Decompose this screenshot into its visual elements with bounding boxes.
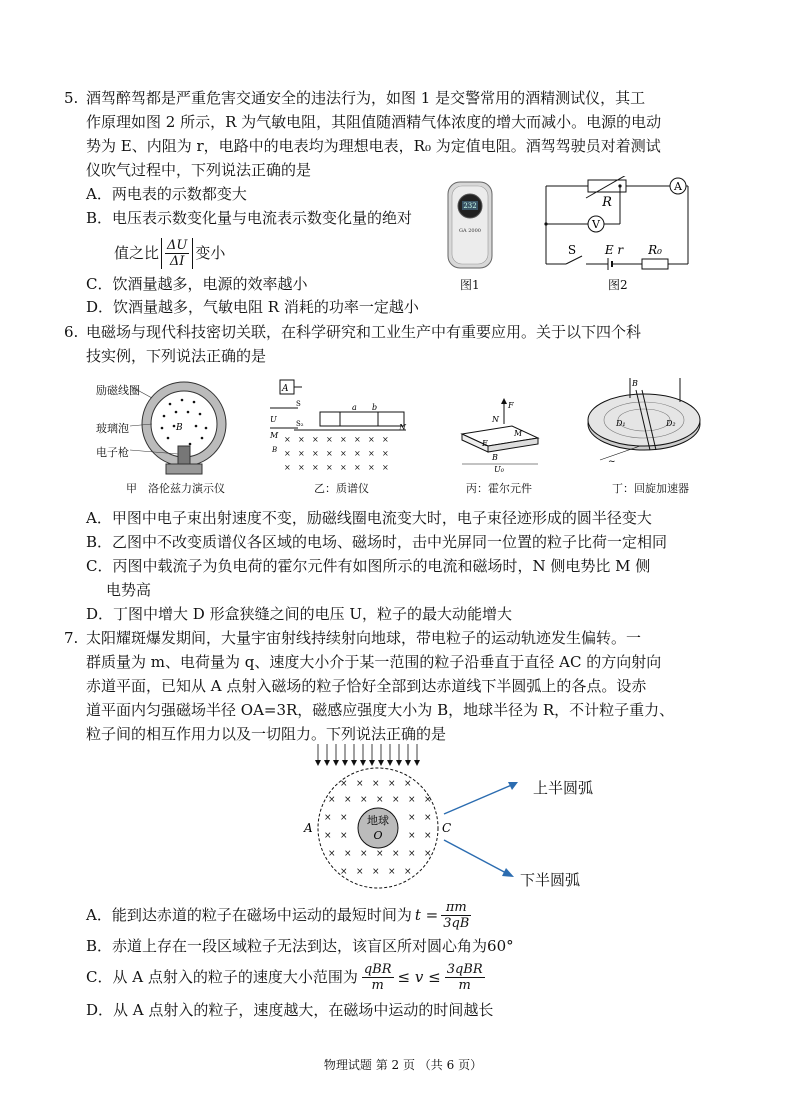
mass-spectrometer-figure [268, 378, 418, 476]
svg-text:×: × [284, 449, 291, 458]
q7-option-a [86, 898, 471, 932]
svg-text:×: × [312, 449, 319, 458]
svg-text:×: × [424, 813, 432, 823]
q5-number: 5. [64, 89, 79, 107]
svg-text:S: S [296, 400, 301, 408]
svg-text:A: A [282, 384, 289, 394]
svg-text:×: × [324, 831, 332, 841]
caption-bing: 丙：霍尔元件 [466, 482, 532, 495]
svg-text:×: × [408, 831, 416, 841]
svg-text:×: × [356, 867, 364, 877]
fig1-caption: 图1 [460, 278, 480, 292]
q5-stem-line-4: 仪吹气过程中，下列说法正确的是 [86, 161, 312, 179]
svg-text:×: × [424, 849, 432, 859]
svg-text:×: × [382, 463, 389, 472]
svg-text:×: × [340, 463, 347, 472]
svg-text:×: × [360, 849, 368, 859]
svg-text:×: × [340, 449, 347, 458]
svg-text:M: M [514, 429, 523, 438]
svg-text:×: × [324, 813, 332, 823]
svg-text:×: × [424, 795, 432, 805]
q7-stem-line-4: 道平面内匀强磁场半径 OA=3R，磁感应强度大小为 B，地球半径为 R，不计粒子重力、 [86, 701, 675, 719]
svg-text:×: × [284, 435, 291, 444]
frac-denominator: m [371, 977, 384, 993]
q7-number: 7. [64, 629, 79, 647]
svg-text:×: × [340, 435, 347, 444]
center-o-label: O [373, 829, 383, 842]
q7-option-c-text: C．从 A 点射入的粒子的速度大小范围为 [86, 968, 358, 986]
svg-text:×: × [408, 813, 416, 823]
magnetic-field-figure [296, 740, 636, 890]
svg-text:×: × [388, 867, 396, 877]
svg-text:×: × [368, 463, 375, 472]
point-a-label: A [304, 821, 313, 835]
q5-abs-fraction [161, 238, 193, 269]
svg-text:×: × [344, 849, 352, 859]
svg-text:B: B [176, 423, 183, 433]
fig2-caption: 图2 [608, 278, 628, 292]
label-bulb: 玻璃泡 [96, 422, 129, 435]
q6-stem-line-1: 电磁场与现代科技密切关联，在科学研究和工业生产中有重要应用。关于以下四个科 [86, 323, 642, 341]
caption-ding: 丁：回旋加速器 [612, 482, 689, 495]
svg-text:×: × [372, 779, 380, 789]
svg-text:D₂: D₂ [666, 419, 676, 428]
circuit-label-r: R [602, 195, 612, 210]
q6-option-a: A．甲图中电子束出射速度不变，励磁线圈电流变大时，电子束径迹形成的圆半径变大 [86, 509, 652, 527]
frac-numerator: 3qBR [446, 961, 483, 977]
svg-text:×: × [404, 779, 412, 789]
svg-text:M: M [270, 431, 279, 440]
voltmeter-icon: V [592, 218, 600, 231]
frac-numerator: ΔU [167, 237, 188, 253]
svg-text:×: × [312, 463, 319, 472]
svg-text:×: × [312, 435, 319, 444]
q5-option-c: C．饮酒量越多，电源的效率越小 [86, 275, 308, 293]
svg-text:×: × [326, 435, 333, 444]
svg-text:×: × [368, 435, 375, 444]
earth-label: 地球 [367, 814, 389, 827]
caption-yi: 乙：质谱仪 [314, 482, 369, 495]
svg-text:×: × [376, 849, 384, 859]
svg-text:×: × [344, 795, 352, 805]
svg-text:×: × [328, 849, 336, 859]
q5-stem-line-1: 酒驾醉驾都是严重危害交通安全的违法行为，如图 1 是交警常用的酒精测试仪，其工 [86, 89, 646, 107]
q5-option-b-suffix: 变小 [195, 244, 226, 262]
q7-stem-line-5: 粒子间的相互作用力以及一切阻力。下列说法正确的是 [86, 725, 447, 743]
label-coil: 励磁线圈 [96, 384, 140, 397]
svg-text:×: × [408, 849, 416, 859]
page-footer: 物理试题 第 2 页 （共 6 页） [323, 1058, 483, 1072]
svg-text:E: E [482, 439, 488, 448]
hall-element-figure [452, 394, 552, 474]
q5-stem-line-3: 势为 E、内阻为 r，电路中的电表均为理想电表，R₀ 为定值电阻。酒驾驾驶员对着测试 [86, 137, 661, 155]
svg-text:×: × [360, 795, 368, 805]
svg-text:×: × [328, 795, 336, 805]
svg-text:×: × [388, 779, 396, 789]
svg-text:×: × [392, 795, 400, 805]
svg-text:×: × [354, 449, 361, 458]
frac-denominator: 3qB [443, 915, 470, 931]
svg-text:×: × [382, 449, 389, 458]
q6-option-d: D．丁图中增大 D 形盒狭缝之间的电压 U，粒子的最大动能增大 [86, 605, 513, 623]
q7-option-c-ineq: ≤ v ≤ [397, 968, 441, 986]
svg-text:~: ~ [608, 457, 616, 467]
device-model-text: GA 2000 [459, 228, 481, 234]
q6-option-b: B．乙图中不改变质谱仪各区域的电场、磁场时，击中光屏同一位置的粒子比荷一定相同 [86, 533, 668, 551]
svg-text:S₂: S₂ [296, 420, 304, 428]
svg-text:B: B [272, 446, 278, 454]
q7-stem-line-2: 群质量为 m、电荷量为 q、速度大小介于某一范围的粒子沿垂直于直径 AC 的方向射向 [86, 653, 662, 671]
q5-stem-line-2: 作原理如图 2 所示，R 为气敏电阻，其阻值随酒精气体浓度的增大而减小。电源的电动 [86, 113, 662, 131]
svg-text:×: × [298, 449, 305, 458]
label-electron-gun: 电子枪 [96, 446, 129, 459]
svg-text:×: × [326, 463, 333, 472]
point-c-label: C [442, 821, 452, 835]
svg-text:×: × [368, 449, 375, 458]
svg-text:×: × [326, 449, 333, 458]
svg-text:N: N [492, 415, 499, 424]
frac-denominator: m [458, 977, 471, 993]
q6-option-c-line-1: C．丙图中载流子为负电荷的霍尔元件有如图所示的电流和磁场时，N 侧电势比 M 侧 [86, 557, 651, 575]
svg-text:U₀: U₀ [494, 465, 504, 474]
svg-text:a: a [352, 403, 357, 412]
svg-text:×: × [356, 779, 364, 789]
q5-option-b-line-2 [114, 233, 225, 273]
svg-text:D₁: D₁ [616, 419, 626, 428]
svg-text:×: × [340, 867, 348, 877]
svg-text:×: × [382, 435, 389, 444]
svg-text:×: × [340, 831, 348, 841]
q7-option-b: B．赤道上存在一段区域粒子无法到达，该盲区所对圆心角为60° [86, 937, 514, 955]
svg-text:U: U [270, 415, 277, 424]
q7-option-c [86, 960, 485, 994]
svg-text:×: × [354, 435, 361, 444]
svg-text:B: B [492, 453, 498, 462]
svg-text:×: × [424, 831, 432, 841]
svg-text:×: × [340, 779, 348, 789]
q6-option-c-line-2: 电势高 [106, 581, 152, 599]
svg-text:×: × [298, 463, 305, 472]
frac-numerator: πm [441, 900, 471, 916]
svg-text:b: b [372, 403, 378, 412]
q5-option-b-prefix: 值之比 [114, 244, 160, 262]
svg-text:×: × [404, 867, 412, 877]
svg-text:×: × [284, 463, 291, 472]
cyclotron-figure [580, 376, 710, 472]
q5-option-a: A．两电表的示数都变大 [86, 185, 247, 203]
q7-option-a-text: A．能到达赤道的粒子在磁场中运动的最短时间为 [86, 906, 412, 924]
q6-stem-line-2: 技实例，下列说法正确的是 [86, 347, 267, 365]
svg-text:×: × [354, 463, 361, 472]
svg-text:×: × [376, 795, 384, 805]
upper-arc-label: 上半圆弧 [533, 779, 594, 797]
q5-option-b-line-1: B．电压表示数变化量与电流表示数变化量的绝对 [86, 209, 413, 227]
svg-text:B: B [632, 379, 638, 388]
svg-text:N: N [399, 423, 406, 432]
frac-denominator: ΔI [169, 253, 185, 269]
device-screen-text: 232 [463, 202, 477, 210]
q5-option-d: D．饮酒量越多，气敏电阻 R 消耗的功率一定越小 [86, 298, 419, 316]
q7-option-a-t: t = [414, 906, 439, 924]
svg-text:×: × [372, 867, 380, 877]
svg-text:×: × [298, 435, 305, 444]
circuit-diagram [536, 176, 696, 276]
q6-number: 6. [64, 323, 79, 341]
q7-stem-line-1: 太阳耀斑爆发期间，大量宇宙射线持续射向地球，带电粒子的运动轨迹发生偏转。一 [86, 629, 642, 647]
caption-jia: 甲 洛伦兹力演示仪 [126, 482, 225, 495]
breathalyzer-figure [440, 180, 500, 272]
circuit-label-er: E r [604, 243, 624, 257]
ammeter-icon: A [674, 180, 682, 193]
svg-text:×: × [408, 795, 416, 805]
circuit-label-r0: R₀ [648, 243, 662, 257]
svg-text:F: F [508, 401, 514, 410]
circuit-label-s: S [567, 243, 577, 257]
svg-text:×: × [340, 813, 348, 823]
q7-stem-line-3: 赤道平面，已知从 A 点射入磁场的粒子恰好全部到达赤道线下半圆弧上的各点。设赤 [86, 677, 647, 695]
q7-option-d: D．从 A 点射入的粒子，速度越大，在磁场中运动的时间越长 [86, 1001, 494, 1019]
lower-arc-label: 下半圆弧 [520, 871, 581, 889]
svg-text:×: × [392, 849, 400, 859]
frac-numerator: qBR [363, 961, 392, 977]
